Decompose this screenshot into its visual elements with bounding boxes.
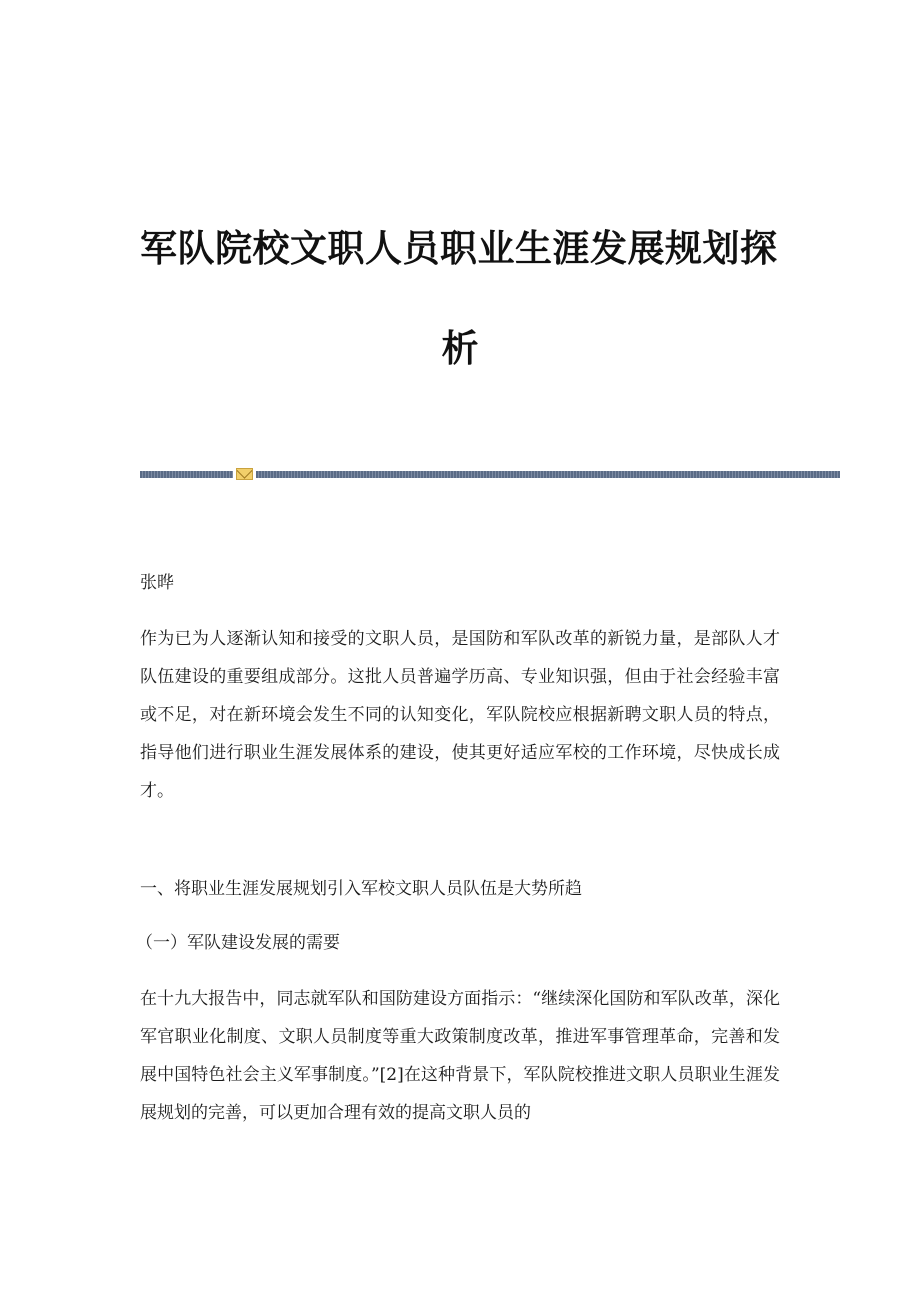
divider-bar-left [140,471,233,478]
envelope-icon [236,468,253,480]
title-divider [140,467,840,481]
document-title-line-1: 军队院校文职人员职业生涯发展规划探 [140,227,778,270]
abstract-paragraph: 作为已为人逐渐认知和接受的文职人员，是国防和军队改革的新锐力量，是部队人才队伍建设的重要组成部分。这批人员普遍学历高、专业知识强，但由于社会经验丰富或不足，对在新环境会发生不同的认知变化，军队院校应根据新聘文职人员的特点，指导他们进行职业生涯发展体系的建设，使其更好适应军校的工作环境，尽快成长成才。 [140,629,780,801]
author-name: 张晔 [140,573,174,593]
section-heading-1: 一、将职业生涯发展规划引入军校文职人员队伍是大势所趋 [140,879,582,899]
divider-bar-right [256,471,840,478]
document-title-line-2: 析 [441,327,479,370]
subsection-heading-1: （一）军队建设发展的需要 [136,933,340,953]
body-paragraph: 在十九大报告中，同志就军队和国防建设方面指示：“继续深化国防和军队改革，深化军官职业化制度、文职人员制度等重大政策制度改革，推进军事管理革命，完善和发展中国特色社会主义军事制度。”[2]在这种背景下，军队院校推进文职人员职业生涯发展规划的完善，可以更加合理有效的提高文职人员的 [140,989,780,1123]
